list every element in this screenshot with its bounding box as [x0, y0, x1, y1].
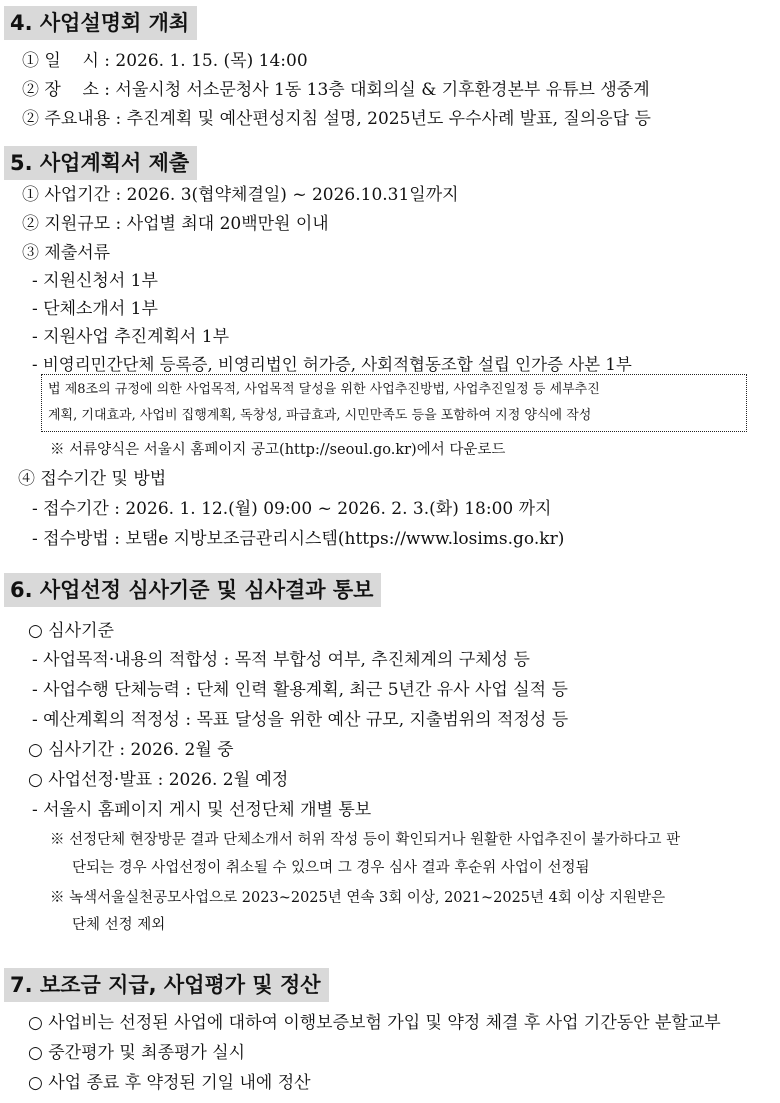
plan-note-line: 법 제8조의 규정에 의한 사업목적, 사업목적 달성을 위한 사업추진방법, 사업추진일정 등 세부추진 [48, 382, 600, 397]
section-5-title: 5. 사업계획서 제출 [4, 146, 197, 180]
warning-note: ※ 선정단체 현장방문 결과 단체소개서 허위 작성 등이 확인되거나 원활한 사업추진이 불가하다고 판 [50, 832, 681, 848]
place-label: 장 소 [44, 80, 99, 100]
s5-receipt-line [18, 467, 166, 491]
warning-note-cont: 단되는 경우 사업선정이 취소될 수 있으며 그 경우 심사 결과 후순위 사업이 선정됨 [72, 860, 590, 876]
place-value: 서울시청 서소문청사 1동 13층 대회의실 & 기후환경본부 유튜브 생중계 [115, 80, 650, 100]
s5-period-line: ① 사업기간 : 2026. 3(협약체결일) ~ 2026.10.31일까지 [22, 185, 459, 205]
settlement-item: ○ 중간평가 및 최종평가 실시 [28, 1043, 246, 1063]
circle-number-icon: ③ [22, 243, 39, 263]
notice-item: - 서울시 홈페이지 게시 및 선정단체 개별 통보 [32, 800, 372, 820]
criteria-item: - 사업목적·내용의 적합성 : 목적 부합성 여부, 추진체계의 구체성 등 [32, 650, 530, 670]
warning-note: ※ 녹색서울실천공모사업으로 2023~2025년 연속 3회 이상, 2021~2025년 4회 이상 지원받은 [50, 890, 666, 906]
s4-date-line: ① 일 시 : 2026. 1. 15. (목) 14:00 [22, 51, 308, 71]
download-note: ※ 서류양식은 서울시 홈페이지 공고(http://seoul.go.kr)에서 다운로드 [50, 442, 506, 458]
s4-content-line: ② 주요내용 : 추진계획 및 예산편성지침 설명, 2025년도 우수사례 발표, 질의응답 등 [22, 109, 651, 129]
review-period: ○ 심사기간 : 2026. 2월 중 [28, 740, 234, 760]
circle-number-icon: ② [22, 214, 39, 234]
receipt-label: 접수기간 및 방법 [40, 469, 167, 489]
plan-note-line: 계획, 기대효과, 사업비 집행계획, 독창성, 파급효과, 시민만족도 등을 포함하여 지정 양식에 작성 [48, 408, 592, 423]
date-value: 2026. 1. 15. (목) 14:00 [115, 51, 308, 71]
period-value: 2026. 3(협약체결일) ~ 2026.10.31일까지 [126, 185, 459, 205]
circle-number-icon: ② [22, 80, 39, 100]
doc-item: - 단체소개서 1부 [32, 299, 158, 319]
announce-date: ○ 사업선정·발표 : 2026. 2월 예정 [28, 770, 289, 790]
criteria-item: - 사업수행 단체능력 : 단체 인력 활용계획, 최근 5년간 유사 사업 실적 등 [32, 680, 568, 700]
circle-number-icon: ① [22, 51, 39, 71]
period-label: 사업기간 [44, 185, 111, 205]
criteria-item: - 예산계획의 적정성 : 목표 달성을 위한 예산 규모, 지출범위의 적정성 등 [32, 710, 569, 730]
section-6-title: 6. 사업선정 심사기준 및 심사결과 통보 [4, 573, 381, 607]
s4-place-line: ② 장 소 : 서울시청 서소문청사 1동 13층 대회의실 & 기후환경본부 유튜브 생중계 [22, 80, 650, 100]
scale-label: 지원규모 [44, 214, 111, 234]
s5-docs-line [22, 241, 110, 265]
criteria-heading: ○ 심사기준 [28, 621, 114, 641]
circle-number-icon: ④ [18, 469, 35, 489]
circle-number-icon: ② [22, 109, 39, 129]
doc-item: - 지원신청서 1부 [32, 271, 158, 291]
section-4-title: 4. 사업설명회 개최 [4, 6, 197, 40]
date-label: 일 시 [44, 51, 99, 71]
receipt-period: - 접수기간 : 2026. 1. 12.(월) 09:00 ~ 2026. 2. 3.(화) 18:00 까지 [32, 499, 552, 519]
doc-item: - 지원사업 추진계획서 1부 [32, 327, 229, 347]
warning-note-cont: 단체 선정 제외 [72, 917, 166, 933]
content-label: 주요내용 [44, 109, 111, 129]
settlement-item: ○ 사업비는 선정된 사업에 대하여 이행보증보험 가입 및 약정 체결 후 사업 기간동안 분할교부 [28, 1013, 721, 1033]
doc-item: - 비영리민간단체 등록증, 비영리법인 허가증, 사회적협동조합 설립 인가증 사본 1부 [32, 355, 632, 374]
circle-number-icon: ① [22, 185, 39, 205]
plan-note-box [41, 374, 747, 432]
docs-label: 제출서류 [44, 243, 111, 263]
settlement-item: ○ 사업 종료 후 약정된 기일 내에 정산 [28, 1073, 311, 1093]
s5-scale-line: ② 지원규모 : 사업별 최대 20백만원 이내 [22, 214, 329, 234]
section-7-title: 7. 보조금 지급, 사업평가 및 정산 [4, 968, 329, 1002]
receipt-method: - 접수방법 : 보탬e 지방보조금관리시스템(https://www.losims.go.kr) [32, 529, 565, 549]
content-value: 추진계획 및 예산편성지침 설명, 2025년도 우수사례 발표, 질의응답 등 [126, 109, 651, 129]
scale-value: 사업별 최대 20백만원 이내 [126, 214, 329, 234]
